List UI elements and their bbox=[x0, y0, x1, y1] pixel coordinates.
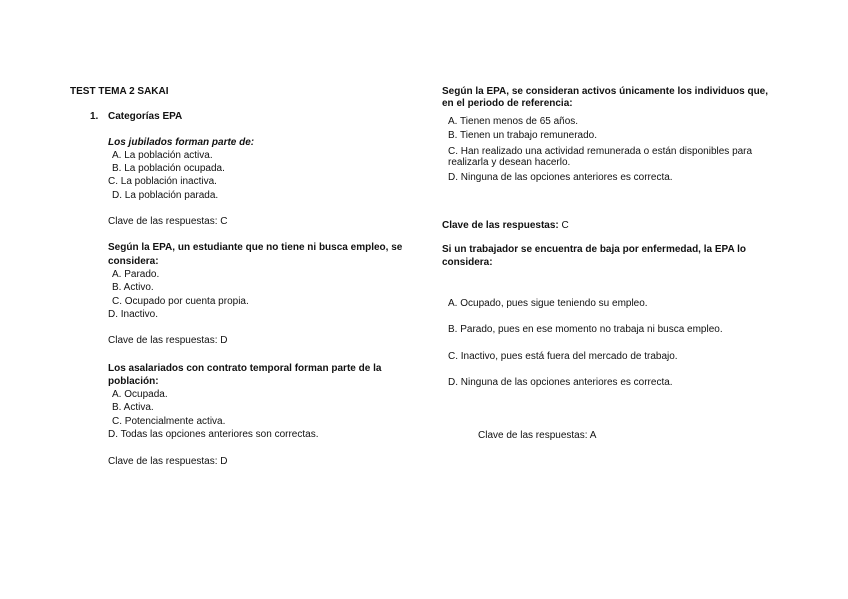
question-5-prompt-line2: considera: bbox=[442, 257, 493, 268]
question-3-prompt-line2: población: bbox=[108, 376, 159, 387]
question-1-prompt: Los jubilados forman parte de: bbox=[108, 137, 255, 148]
section-number: 1. bbox=[90, 111, 99, 122]
question-3-option-a: A. Ocupada. bbox=[112, 389, 168, 400]
question-2-option-c: C. Ocupado por cuenta propia. bbox=[112, 296, 249, 307]
document-title: TEST TEMA 2 SAKAI bbox=[70, 86, 169, 97]
question-4-answer-value: C bbox=[558, 220, 569, 231]
question-2-prompt-line1: Según la EPA, un estudiante que no tiene ni busca empleo, se bbox=[108, 242, 403, 253]
question-4-option-d: D. Ninguna de las opciones anteriores es correcta. bbox=[448, 172, 673, 183]
question-2-option-a: A. Parado. bbox=[112, 269, 160, 280]
question-5-option-a: A. Ocupado, pues sigue teniendo su empleo. bbox=[448, 298, 648, 309]
question-5-option-b: B. Parado, pues en ese momento no trabaja ni busca empleo. bbox=[448, 324, 723, 335]
question-3-answer: Clave de las respuestas: D bbox=[108, 456, 228, 467]
question-5-prompt-line1: Si un trabajador se encuentra de baja por enfermedad, la EPA lo bbox=[442, 244, 746, 255]
question-3-prompt-line1: Los asalariados con contrato temporal forman parte de la bbox=[108, 363, 382, 374]
question-4-option-c-cont: realizarla y desean hacerlo. bbox=[448, 157, 571, 168]
question-3-option-c: C. Potencialmente activa. bbox=[112, 416, 226, 427]
question-4-answer bbox=[442, 219, 569, 232]
question-3-option-b: B. Activa. bbox=[112, 402, 154, 413]
question-5-option-c: C. Inactivo, pues está fuera del mercado de trabajo. bbox=[448, 351, 678, 362]
question-2-prompt-line2: considera: bbox=[108, 256, 159, 267]
question-2-answer: Clave de las respuestas: D bbox=[108, 335, 228, 346]
question-3-option-d: D. Todas las opciones anteriores son correctas. bbox=[108, 429, 319, 440]
question-2-option-b: B. Activo. bbox=[112, 282, 154, 293]
question-5-option-d: D. Ninguna de las opciones anteriores es correcta. bbox=[448, 377, 673, 388]
question-2-option-d: D. Inactivo. bbox=[108, 309, 159, 320]
question-1-option-b: B. La población ocupada. bbox=[112, 163, 225, 174]
question-1-option-d: D. La población parada. bbox=[112, 190, 219, 201]
question-5-answer: Clave de las respuestas: A bbox=[478, 430, 597, 441]
question-1-option-a: A. La población activa. bbox=[112, 150, 213, 161]
question-4-option-c: C. Han realizado una actividad remunerada o están disponibles para bbox=[448, 146, 753, 157]
question-4-prompt-line2: en el periodo de referencia: bbox=[442, 98, 573, 109]
question-1-option-c: C. La población inactiva. bbox=[108, 176, 217, 187]
question-1-answer: Clave de las respuestas: C bbox=[108, 216, 228, 227]
question-4-answer-label: Clave de las respuestas: bbox=[442, 220, 559, 231]
question-4-option-b: B. Tienen un trabajo remunerado. bbox=[448, 130, 597, 141]
section-heading: Categorías EPA bbox=[108, 111, 183, 122]
question-4-prompt-line1: Según la EPA, se consideran activos únicamente los individuos que, bbox=[442, 86, 769, 97]
question-4-option-a: A. Tienen menos de 65 años. bbox=[448, 116, 579, 127]
